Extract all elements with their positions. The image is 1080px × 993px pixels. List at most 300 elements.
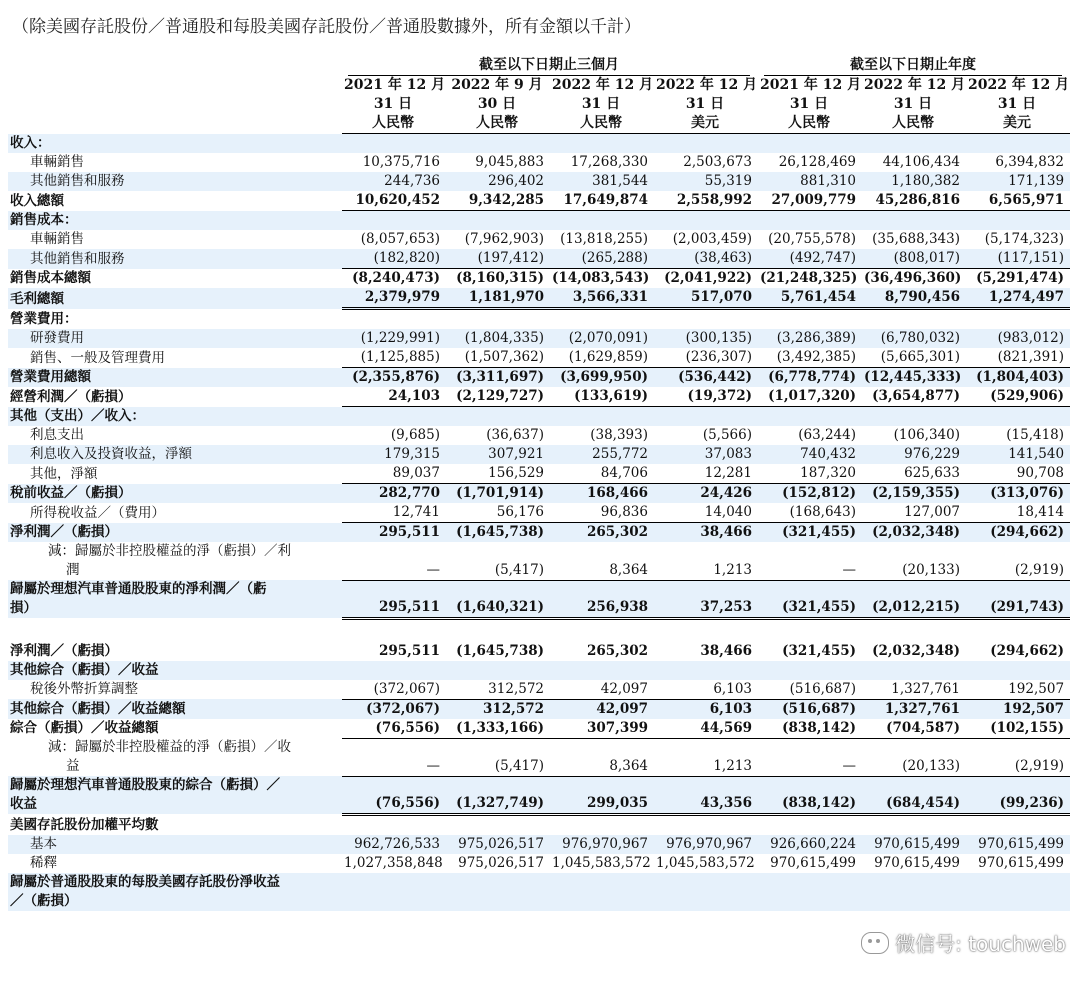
- cell-value: (2,012,215): [872, 598, 960, 615]
- cell-value: (152,812): [782, 485, 856, 501]
- cell-value: (291,743): [990, 598, 1065, 615]
- cell-value: (372,067): [373, 680, 440, 697]
- cell-value: (8,240,473): [352, 270, 440, 286]
- table-row: [8, 699, 1070, 719]
- cell-value: 1,274,497: [988, 289, 1065, 305]
- cell-value: 3,566,331: [572, 289, 648, 305]
- cell-value: 55,319: [704, 173, 752, 189]
- cell-value: 970,615,499: [874, 854, 960, 871]
- cell-value: (821,391): [997, 349, 1065, 365]
- row-label: [8, 580, 342, 618]
- row-label: 營業費用：: [10, 311, 78, 327]
- column-currency: 人民幣: [550, 114, 654, 134]
- cell-value: (3,654,877): [872, 388, 960, 404]
- cell-value: 38,466: [700, 642, 752, 659]
- table-row: [8, 387, 1070, 407]
- cell-value: (20,133): [902, 757, 960, 774]
- cell-value: (294,662): [990, 524, 1065, 540]
- cell-value: 970,615,499: [978, 854, 1065, 871]
- cell-value: (2,919): [1014, 757, 1065, 774]
- table-row: [8, 288, 1070, 309]
- cell-value: 1,045,583,572: [656, 854, 755, 871]
- cell-value: (20,755,578): [768, 231, 856, 247]
- cell-value: (2,070,091): [568, 330, 648, 346]
- row-label-line2: 潤: [66, 562, 80, 578]
- column-date-line1: 2022 年 12 月: [656, 77, 758, 93]
- table-row: [8, 134, 1070, 154]
- cell-value: 8,364: [609, 561, 648, 578]
- column-currency: 美元: [654, 114, 758, 134]
- cell-value: (529,906): [990, 388, 1065, 404]
- cell-value: 14,040: [704, 504, 752, 520]
- cell-value: 43,356: [700, 794, 752, 811]
- cell-value: (1,640,321): [456, 598, 544, 615]
- cell-value: (704,587): [886, 719, 960, 736]
- group-three-months-label: 截至以下日期止三個月: [348, 56, 750, 76]
- cell-value: 37,253: [700, 598, 752, 615]
- cell-value: 975,026,517: [458, 835, 544, 852]
- row-label: 綜合（虧損）／收益總額: [10, 720, 159, 736]
- cell-value: —: [426, 757, 440, 774]
- row-label-line2: 益: [66, 758, 80, 774]
- column-currency: 人民幣: [342, 114, 446, 134]
- cell-value: 2,379,979: [364, 289, 440, 305]
- column-date-line2: 30 日: [477, 96, 517, 112]
- cell-value: 192,507: [1002, 700, 1065, 717]
- cell-value: 127,007: [904, 504, 960, 520]
- cell-value: (313,076): [990, 485, 1065, 501]
- cell-value: (321,455): [782, 598, 856, 615]
- cell-value: 8,790,456: [884, 289, 960, 305]
- cell-value: 307,921: [488, 446, 544, 462]
- cell-value: 976,970,967: [666, 835, 752, 852]
- cell-value: 26,128,469: [778, 154, 856, 170]
- column-date-line2: 31 日: [581, 96, 621, 112]
- cell-value: 42,097: [600, 680, 648, 697]
- cell-value: (7,962,903): [464, 231, 544, 247]
- cell-value: (236,307): [685, 349, 752, 365]
- cell-value: 295,511: [378, 524, 440, 540]
- cell-value: (3,311,697): [456, 369, 544, 385]
- table-row: [8, 661, 1070, 680]
- row-label: 經營利潤／（虧損）: [10, 388, 132, 405]
- cell-value: —: [842, 561, 856, 578]
- cell-value: 976,970,967: [562, 835, 648, 852]
- row-label: 基本: [8, 835, 342, 854]
- cell-value: 970,615,499: [874, 835, 960, 852]
- wechat-icon: [861, 932, 889, 954]
- column-date-line2-row: [8, 95, 1070, 114]
- column-date-line2: 31 日: [373, 96, 413, 112]
- cell-value: (2,919): [1014, 561, 1065, 578]
- cell-value: 517,070: [690, 289, 752, 305]
- cell-value: 295,511: [378, 598, 440, 615]
- cell-value: 168,466: [586, 485, 648, 501]
- row-label: 收入：: [8, 134, 342, 154]
- row-label: 營業費用總額: [8, 368, 342, 388]
- cell-value: (684,454): [886, 794, 960, 811]
- column-currency: 人民幣: [758, 114, 862, 134]
- cell-value: (2,003,459): [672, 231, 752, 247]
- cell-value: 6,103: [713, 680, 752, 697]
- cell-value: (197,412): [477, 250, 544, 266]
- cell-value: (1,701,914): [456, 485, 544, 501]
- column-currency: 人民幣: [862, 114, 966, 134]
- column-date-line1: 2021 年 12 月: [344, 77, 446, 93]
- cell-value: (6,778,774): [768, 369, 856, 385]
- cell-value: (168,643): [789, 504, 856, 520]
- table-row: [8, 680, 1070, 700]
- cell-value: 312,572: [488, 680, 544, 697]
- table-row: [8, 642, 1070, 661]
- cell-value: (838,142): [782, 794, 856, 811]
- cell-value: 740,432: [800, 446, 856, 462]
- cell-value: (102,155): [990, 719, 1065, 736]
- cell-value: 962,726,533: [354, 835, 440, 852]
- row-label-line1: 歸屬於普通股股東的每股美國存託股份淨收益: [10, 873, 280, 890]
- cell-value: 179,315: [384, 446, 440, 462]
- cell-value: 187,320: [800, 465, 856, 481]
- cell-value: (3,492,385): [776, 349, 856, 365]
- table-row: [8, 329, 1070, 348]
- cell-value: 96,836: [600, 504, 648, 520]
- cell-value: 6,103: [709, 700, 752, 717]
- column-currency-row: [8, 114, 1070, 134]
- cell-value: (38,463): [694, 250, 752, 266]
- cell-value: 84,706: [600, 465, 648, 481]
- table-row: [8, 211, 1070, 231]
- cell-value: (838,142): [782, 719, 856, 736]
- cell-value: 24,103: [388, 388, 440, 404]
- row-label: 毛利總額: [8, 288, 342, 309]
- cell-value: 9,045,883: [475, 154, 544, 170]
- cell-value: 625,633: [904, 465, 960, 481]
- row-label: 車輛銷售: [30, 231, 84, 247]
- row-label: 稅後外幣折算調整: [30, 681, 138, 697]
- table-row: [8, 230, 1070, 249]
- cell-value: (2,032,348): [872, 642, 960, 659]
- cell-value: (5,566): [702, 427, 752, 443]
- cell-value: 881,310: [800, 173, 856, 189]
- table-row: [8, 873, 1070, 911]
- row-label-line1: 歸屬於理想汽車普通股股東的綜合（虧損）／: [10, 777, 280, 793]
- cell-value: 18,414: [1016, 504, 1065, 520]
- cell-value: (36,496,360): [864, 270, 962, 286]
- row-label: 銷售、一般及管理費用: [30, 349, 165, 366]
- row-label: 其他綜合（虧損）／收益總額: [8, 699, 342, 719]
- cell-value: (21,248,325): [760, 270, 858, 286]
- cell-value: 970,615,499: [770, 854, 856, 871]
- cell-value: (5,174,323): [984, 231, 1065, 247]
- row-label: [8, 542, 342, 580]
- cell-value: (808,017): [893, 250, 960, 266]
- table-row: [8, 445, 1070, 464]
- table-row: [8, 348, 1070, 368]
- cell-value: 1,180,382: [891, 173, 960, 189]
- cell-value: (36,637): [486, 427, 544, 443]
- cell-value: (5,665,301): [880, 349, 960, 365]
- cell-value: 12,281: [704, 465, 752, 481]
- row-label: 所得稅收益／（費用）: [30, 504, 165, 521]
- cell-value: 192,507: [1008, 680, 1065, 697]
- table-row: [8, 814, 1070, 835]
- row-label-line1: 減：歸屬於非控股權益的淨（虧損）／收: [48, 739, 291, 755]
- table-row: [8, 503, 1070, 523]
- table-row: [8, 542, 1070, 580]
- cell-value: (15,418): [1006, 427, 1065, 443]
- row-label: 車輛銷售: [30, 154, 84, 170]
- cell-value: (9,685): [390, 427, 440, 443]
- row-label: 其他，淨額: [30, 465, 98, 482]
- row-label-line1: 減：歸屬於非控股權益的淨（虧損）／利: [48, 543, 291, 559]
- cell-value: (2,041,922): [664, 270, 752, 286]
- cell-value: 44,569: [700, 719, 752, 736]
- cell-value: 976,229: [904, 446, 960, 462]
- row-label: 其他銷售和服務: [8, 172, 342, 191]
- row-spacer: [8, 618, 1070, 642]
- cell-value: (1,327,749): [456, 794, 544, 811]
- cell-value: 926,660,224: [770, 835, 856, 852]
- cell-value: (1,017,320): [768, 388, 856, 404]
- cell-value: (76,556): [375, 719, 440, 736]
- cell-value: (14,083,543): [552, 270, 650, 286]
- table-row: [8, 309, 1070, 330]
- column-date-line2: 31 日: [893, 96, 933, 112]
- cell-value: (13,818,255): [560, 231, 648, 247]
- column-date-line2: 31 日: [685, 96, 725, 112]
- cell-value: (536,442): [678, 369, 752, 385]
- cell-value: (492,747): [789, 250, 856, 266]
- column-date-line1: 2022 年 12 月: [968, 77, 1070, 93]
- table-row: [8, 407, 1070, 427]
- row-label: 研發費用: [8, 329, 342, 348]
- cell-value: 2,558,992: [676, 192, 752, 208]
- cell-value: 171,139: [1008, 173, 1065, 189]
- cell-value: (3,699,950): [560, 369, 648, 385]
- cell-value: 6,394,832: [995, 154, 1065, 170]
- table-row: [8, 738, 1070, 776]
- cell-value: 282,770: [378, 485, 440, 501]
- cell-value: 381,544: [592, 173, 648, 189]
- cell-value: (3,286,389): [776, 330, 856, 346]
- cell-value: 8,364: [609, 757, 648, 774]
- cell-value: 256,938: [586, 598, 648, 615]
- cell-value: 255,772: [592, 446, 648, 462]
- row-label: 淨利潤／（虧損）: [10, 642, 118, 659]
- cell-value: (133,619): [574, 388, 648, 404]
- row-label-line2: ／（虧損）: [10, 892, 78, 909]
- row-label: 利息收入及投資收益，淨額: [8, 445, 342, 464]
- cell-value: (38,393): [590, 427, 648, 443]
- table-row: [8, 153, 1070, 172]
- row-label-line2: 收益: [10, 796, 37, 812]
- row-label: 其他銷售和服務: [8, 249, 342, 269]
- cell-value: (516,687): [782, 700, 856, 717]
- cell-value: (6,780,032): [880, 330, 960, 346]
- table-row: [8, 719, 1070, 739]
- cell-value: 1,213: [713, 561, 752, 578]
- income-statement-table: [8, 56, 1070, 911]
- cell-value: 141,540: [1008, 446, 1065, 462]
- cell-value: (12,445,333): [864, 369, 962, 385]
- column-date-line2: 31 日: [789, 96, 829, 112]
- cell-value: (265,288): [581, 250, 648, 266]
- row-label: 收入總額: [10, 192, 64, 209]
- table-row: [8, 426, 1070, 445]
- cell-value: 1,027,358,848: [344, 854, 443, 871]
- wechat-watermark: [861, 928, 1066, 957]
- cell-value: (1,645,738): [456, 524, 544, 540]
- table-row: [8, 835, 1070, 854]
- row-label: 其他綜合（虧損）／收益: [8, 661, 342, 680]
- column-date-line1: 2021 年 12 月: [760, 77, 862, 93]
- cell-value: 10,620,452: [355, 192, 440, 208]
- column-date-line1: 2022 年 12 月: [552, 77, 654, 93]
- cell-value: 265,302: [586, 642, 648, 659]
- cell-value: 89,037: [392, 465, 440, 481]
- cell-value: 1,181,970: [468, 289, 544, 305]
- cell-value: 45,286,816: [875, 192, 960, 208]
- cell-value: —: [426, 561, 440, 578]
- cell-value: 312,572: [482, 700, 544, 717]
- cell-value: 1,327,761: [891, 680, 960, 697]
- table-row: [8, 523, 1070, 543]
- cell-value: 27,009,779: [771, 192, 856, 208]
- row-label: 稀釋: [30, 854, 57, 871]
- cell-value: 10,375,716: [362, 154, 440, 170]
- cell-value: 90,708: [1016, 465, 1065, 481]
- table-row: [8, 368, 1070, 388]
- cell-value: 6,565,971: [988, 192, 1065, 208]
- cell-value: (372,067): [366, 700, 440, 717]
- row-label: 淨利潤／（虧損）: [8, 523, 342, 543]
- cell-value: (8,057,653): [360, 231, 440, 247]
- cell-value: (1,507,362): [464, 349, 544, 365]
- table-row: [8, 776, 1070, 814]
- cell-value: 5,761,454: [780, 289, 856, 305]
- cell-value: (1,645,738): [456, 642, 544, 659]
- column-date-line1: 2022 年 9 月: [451, 77, 543, 93]
- row-label: [8, 738, 342, 776]
- table-row: [8, 249, 1070, 269]
- cell-value: 9,342,285: [468, 192, 544, 208]
- cell-value: —: [842, 757, 856, 774]
- cell-value: (1,229,991): [360, 330, 440, 346]
- column-date-line2: 31 日: [997, 96, 1037, 112]
- cell-value: 1,327,761: [884, 700, 960, 717]
- table-row: [8, 484, 1070, 504]
- column-date-line1: 2022 年 12 月: [864, 77, 966, 93]
- cell-value: 2,503,673: [683, 154, 752, 170]
- cell-value: (117,151): [997, 250, 1065, 266]
- cell-value: 970,615,499: [978, 835, 1065, 852]
- amount-unit-note: （除美國存託股份／普通股和每股美國存託股份／普通股數據外，所有金額以千計）: [12, 17, 641, 37]
- cell-value: (2,355,876): [352, 369, 440, 385]
- cell-value: (1,804,403): [976, 369, 1065, 385]
- cell-value: 44,106,434: [882, 154, 960, 170]
- cell-value: 1,045,583,572: [552, 854, 651, 871]
- group-year-label: 截至以下日期止年度: [764, 56, 1062, 76]
- cell-value: (321,455): [782, 642, 856, 659]
- row-label: 美國存託股份加權平均數: [10, 816, 159, 833]
- cell-value: 244,736: [384, 173, 440, 189]
- cell-value: (1,629,859): [568, 349, 648, 365]
- cell-value: 17,649,874: [563, 192, 648, 208]
- cell-value: 24,426: [700, 485, 752, 501]
- table-row: [8, 464, 1070, 484]
- cell-value: (106,340): [893, 427, 960, 443]
- cell-value: (1,125,885): [360, 349, 440, 365]
- cell-value: (1,333,166): [456, 719, 544, 736]
- cell-value: (983,012): [997, 330, 1065, 346]
- row-label: [8, 873, 342, 911]
- cell-value: 299,035: [586, 794, 648, 811]
- cell-value: 38,466: [700, 524, 752, 540]
- cell-value: 37,083: [704, 446, 752, 462]
- cell-value: (2,159,355): [872, 485, 960, 501]
- table-row: [8, 854, 1070, 873]
- cell-value: (35,688,343): [872, 231, 960, 247]
- cell-value: 12,741: [392, 504, 440, 520]
- row-label: 利息支出: [30, 427, 84, 443]
- cell-value: (19,372): [687, 388, 752, 404]
- column-currency: 人民幣: [446, 114, 550, 134]
- cell-value: (2,032,348): [872, 524, 960, 540]
- cell-value: (300,135): [685, 330, 752, 346]
- cell-value: 975,026,517: [458, 854, 544, 871]
- row-label: 其他（支出）／收入：: [8, 407, 342, 427]
- cell-value: (321,455): [782, 524, 856, 540]
- cell-value: (20,133): [902, 561, 960, 578]
- column-date-line1-row: [8, 76, 1070, 95]
- row-label: 銷售成本總額: [10, 270, 91, 286]
- cell-value: (182,820): [373, 250, 440, 266]
- cell-value: (516,687): [789, 680, 856, 697]
- cell-value: (2,129,727): [456, 388, 544, 404]
- cell-value: 296,402: [488, 173, 544, 189]
- cell-value: 307,399: [586, 719, 648, 736]
- table-row: [8, 172, 1070, 191]
- table-row: [8, 191, 1070, 211]
- table-row: [8, 269, 1070, 289]
- cell-value: (5,417): [494, 757, 544, 774]
- cell-value: (99,236): [999, 794, 1065, 811]
- column-currency: 美元: [966, 114, 1070, 134]
- cell-value: (5,291,474): [976, 270, 1065, 286]
- cell-value: 42,097: [596, 700, 648, 717]
- cell-value: (1,804,335): [464, 330, 544, 346]
- row-label-line2: 損）: [10, 600, 37, 616]
- column-group-header: [8, 56, 1070, 76]
- cell-value: 156,529: [488, 465, 544, 481]
- cell-value: 1,213: [713, 757, 752, 774]
- cell-value: 17,268,330: [570, 154, 648, 170]
- cell-value: (63,244): [798, 427, 856, 443]
- cell-value: (5,417): [494, 561, 544, 578]
- cell-value: (76,556): [375, 794, 440, 811]
- cell-value: 265,302: [586, 524, 648, 540]
- row-label: 稅前收益／（虧損）: [8, 484, 342, 504]
- cell-value: (294,662): [990, 642, 1065, 659]
- watermark-text: 微信号: touchweb: [895, 932, 1066, 956]
- table-row: [8, 580, 1070, 618]
- row-label-line1: 歸屬於理想汽車普通股股東的淨利潤／（虧: [10, 581, 267, 597]
- cell-value: 295,511: [378, 642, 440, 659]
- cell-value: (8,160,315): [456, 270, 544, 286]
- row-label: 銷售成本：: [8, 211, 342, 231]
- row-label: [8, 776, 342, 814]
- cell-value: 56,176: [496, 504, 544, 520]
